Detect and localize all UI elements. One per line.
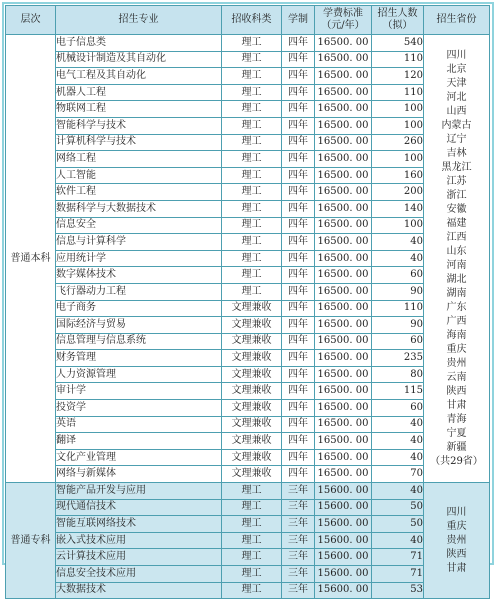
major-cell: 计算机科学与技术	[56, 134, 222, 151]
category-cell: 理工	[222, 51, 282, 68]
major-cell: 网络与新媒体	[56, 466, 222, 483]
quota-cell: 115	[372, 383, 424, 400]
category-cell: 理工	[222, 283, 282, 300]
table-row	[6, 300, 490, 317]
province-item: 新疆	[446, 441, 467, 453]
table-row	[6, 532, 490, 549]
level-cell: 普通专科	[6, 483, 56, 599]
duration-cell: 三年	[282, 483, 315, 500]
table-row	[6, 433, 490, 450]
province-item: 河南	[446, 259, 467, 271]
fee-cell: 16500. 00	[315, 300, 372, 317]
quota-cell: 60	[372, 267, 424, 284]
category-cell: 理工	[222, 483, 282, 500]
header-category: 招收科类	[222, 6, 282, 35]
province-item: 四川	[446, 506, 467, 518]
category-cell: 理工	[222, 582, 282, 599]
table-row	[6, 333, 490, 350]
major-cell: 投资学	[56, 400, 222, 417]
duration-cell: 四年	[282, 267, 315, 284]
province-item: 甘肃	[446, 562, 467, 574]
duration-cell: 四年	[282, 151, 315, 168]
category-cell: 理工	[222, 117, 282, 134]
major-cell: 信息管理与信息系统	[56, 333, 222, 350]
quota-cell: 40	[372, 433, 424, 450]
category-cell: 文理兼收	[222, 333, 282, 350]
quota-cell: 71	[372, 566, 424, 583]
header-quota-line1: 招生人数	[377, 8, 418, 19]
quota-cell: 100	[372, 217, 424, 234]
table-row	[6, 383, 490, 400]
province-item: 山西	[446, 105, 467, 117]
fee-cell: 16500. 00	[315, 317, 372, 334]
duration-cell: 四年	[282, 68, 315, 85]
duration-cell: 三年	[282, 582, 315, 599]
table-row	[6, 350, 490, 367]
province-item: 陕西	[446, 385, 467, 397]
quota-cell: 40	[372, 532, 424, 549]
header-major: 招生专业	[56, 6, 222, 35]
duration-cell: 四年	[282, 217, 315, 234]
province-item: 宁夏	[446, 427, 467, 439]
quota-cell: 40	[372, 250, 424, 267]
quota-cell: 53	[372, 582, 424, 599]
table-row	[6, 283, 490, 300]
fee-cell: 16500. 00	[315, 234, 372, 251]
quota-cell: 140	[372, 200, 424, 217]
quota-cell: 100	[372, 101, 424, 118]
duration-cell: 四年	[282, 51, 315, 68]
major-cell: 文化产业管理	[56, 449, 222, 466]
table-row	[6, 134, 490, 151]
major-cell: 嵌入式技术应用	[56, 532, 222, 549]
category-cell: 文理兼收	[222, 433, 282, 450]
fee-cell: 16500. 00	[315, 167, 372, 184]
fee-cell: 16500. 00	[315, 283, 372, 300]
table-row	[6, 466, 490, 483]
province-item: 江西	[446, 231, 467, 243]
province-item: 天津	[446, 77, 467, 89]
category-cell: 文理兼收	[222, 466, 282, 483]
category-cell: 文理兼收	[222, 416, 282, 433]
table-row	[6, 499, 490, 516]
fee-cell: 16500. 00	[315, 184, 372, 201]
major-cell: 数据科学与大数据技术	[56, 200, 222, 217]
province-item: 贵州	[446, 357, 467, 369]
table-row	[6, 101, 490, 118]
major-cell: 软件工程	[56, 184, 222, 201]
table-row	[6, 516, 490, 533]
fee-cell: 16500. 00	[315, 117, 372, 134]
category-cell: 理工	[222, 68, 282, 85]
quota-cell: 235	[372, 350, 424, 367]
quota-cell: 120	[372, 68, 424, 85]
category-cell: 理工	[222, 549, 282, 566]
major-cell: 电子商务	[56, 300, 222, 317]
table-row	[6, 117, 490, 134]
duration-cell: 四年	[282, 449, 315, 466]
provinces-cell	[424, 483, 490, 599]
fee-cell: 16500. 00	[315, 449, 372, 466]
fee-cell: 16500. 00	[315, 433, 372, 450]
duration-cell: 四年	[282, 433, 315, 450]
fee-cell: 15600. 00	[315, 532, 372, 549]
province-item: 湖北	[446, 273, 467, 285]
category-cell: 文理兼收	[222, 317, 282, 334]
duration-cell: 四年	[282, 234, 315, 251]
duration-cell: 四年	[282, 300, 315, 317]
table-row	[6, 35, 490, 52]
province-item: 辽宁	[446, 133, 467, 145]
fee-cell: 15600. 00	[315, 566, 372, 583]
major-cell: 信息与计算科学	[56, 234, 222, 251]
table-row	[6, 400, 490, 417]
quota-cell: 70	[372, 466, 424, 483]
duration-cell: 三年	[282, 532, 315, 549]
fee-cell: 15600. 00	[315, 549, 372, 566]
quota-cell: 50	[372, 516, 424, 533]
major-cell: 国际经济与贸易	[56, 317, 222, 334]
duration-cell: 四年	[282, 134, 315, 151]
category-cell: 文理兼收	[222, 350, 282, 367]
duration-cell: 三年	[282, 516, 315, 533]
quota-cell: 80	[372, 366, 424, 383]
category-cell: 理工	[222, 532, 282, 549]
table-row	[6, 184, 490, 201]
category-cell: 理工	[222, 566, 282, 583]
fee-cell: 15600. 00	[315, 483, 372, 500]
major-cell: 翻译	[56, 433, 222, 450]
duration-cell: 四年	[282, 35, 315, 52]
major-cell: 审计学	[56, 383, 222, 400]
category-cell: 理工	[222, 267, 282, 284]
major-cell: 网络工程	[56, 151, 222, 168]
major-cell: 智能互联网络技术	[56, 516, 222, 533]
quota-cell: 60	[372, 333, 424, 350]
duration-cell: 四年	[282, 366, 315, 383]
quota-cell: 200	[372, 184, 424, 201]
province-item: 青海	[446, 413, 467, 425]
major-cell: 数字媒体技术	[56, 267, 222, 284]
province-item: 江苏	[446, 175, 467, 187]
category-cell: 理工	[222, 200, 282, 217]
province-item: 海南	[446, 329, 467, 341]
category-cell: 理工	[222, 499, 282, 516]
province-item: 广西	[446, 315, 467, 327]
province-item: 福建	[446, 217, 467, 229]
category-cell: 理工	[222, 35, 282, 52]
category-cell: 文理兼收	[222, 383, 282, 400]
fee-cell: 16500. 00	[315, 416, 372, 433]
fee-cell: 16500. 00	[315, 366, 372, 383]
duration-cell: 四年	[282, 466, 315, 483]
province-item: 浙江	[446, 189, 467, 201]
fee-cell: 16500. 00	[315, 350, 372, 367]
major-cell: 英语	[56, 416, 222, 433]
province-item: 吉林	[446, 147, 467, 159]
category-cell: 文理兼收	[222, 300, 282, 317]
fee-cell: 16500. 00	[315, 134, 372, 151]
table-row	[6, 200, 490, 217]
table-row	[6, 151, 490, 168]
category-cell: 理工	[222, 516, 282, 533]
fee-cell: 16500. 00	[315, 267, 372, 284]
header-provinces: 招生省份	[424, 6, 490, 35]
quota-cell: 40	[372, 449, 424, 466]
major-cell: 人工智能	[56, 167, 222, 184]
category-cell: 理工	[222, 234, 282, 251]
major-cell: 人力资源管理	[56, 366, 222, 383]
province-item: 贵州	[446, 534, 467, 546]
province-item: 广东	[446, 301, 467, 313]
quota-cell: 90	[372, 317, 424, 334]
quota-cell: 71	[372, 549, 424, 566]
table-row	[6, 317, 490, 334]
fee-cell: 16500. 00	[315, 250, 372, 267]
province-item: 陕西	[446, 548, 467, 560]
quota-cell: 540	[372, 35, 424, 52]
duration-cell: 四年	[282, 184, 315, 201]
header-fee-line1: 学费标准	[323, 8, 363, 19]
header-duration: 学制	[282, 6, 315, 35]
quota-cell: 160	[372, 167, 424, 184]
fee-cell: 16500. 00	[315, 383, 372, 400]
category-cell: 理工	[222, 84, 282, 101]
major-cell: 智能产品开发与应用	[56, 483, 222, 500]
province-item: 河北	[446, 91, 467, 103]
quota-cell: 60	[372, 400, 424, 417]
province-item: 重庆	[446, 520, 467, 532]
fee-cell: 16500. 00	[315, 84, 372, 101]
admission-plan-table	[5, 5, 490, 599]
duration-cell: 四年	[282, 400, 315, 417]
quota-cell: 40	[372, 416, 424, 433]
header-quota-line2: （拟）	[382, 20, 413, 31]
quota-cell: 100	[372, 151, 424, 168]
province-item: 黑龙江	[441, 161, 472, 173]
province-item: （共29省）	[430, 455, 483, 467]
quota-cell: 50	[372, 499, 424, 516]
quota-cell: 90	[372, 283, 424, 300]
major-cell: 智能科学与技术	[56, 117, 222, 134]
table-row	[6, 267, 490, 284]
category-cell: 理工	[222, 217, 282, 234]
major-cell: 电气工程及其自动化	[56, 68, 222, 85]
table-row	[6, 416, 490, 433]
duration-cell: 三年	[282, 499, 315, 516]
fee-cell: 16500. 00	[315, 333, 372, 350]
table-row	[6, 483, 490, 500]
header-level: 层次	[6, 6, 56, 35]
category-cell: 文理兼收	[222, 449, 282, 466]
fee-cell: 16500. 00	[315, 101, 372, 118]
duration-cell: 四年	[282, 333, 315, 350]
table-row	[6, 217, 490, 234]
provinces-cell	[424, 35, 490, 483]
quota-cell: 110	[372, 51, 424, 68]
category-cell: 文理兼收	[222, 366, 282, 383]
province-item: 云南	[446, 371, 467, 383]
fee-cell: 16500. 00	[315, 35, 372, 52]
province-item: 湖南	[446, 287, 467, 299]
quota-cell: 40	[372, 483, 424, 500]
category-cell: 理工	[222, 167, 282, 184]
fee-cell: 16500. 00	[315, 68, 372, 85]
table-row	[6, 167, 490, 184]
category-cell: 理工	[222, 101, 282, 118]
major-cell: 财务管理	[56, 350, 222, 367]
province-item: 甘肃	[446, 399, 467, 411]
fee-cell: 15600. 00	[315, 499, 372, 516]
table-row	[6, 250, 490, 267]
fee-cell: 16500. 00	[315, 466, 372, 483]
duration-cell: 四年	[282, 383, 315, 400]
header-fee-line2: （元/年）	[321, 20, 365, 31]
category-cell: 文理兼收	[222, 400, 282, 417]
province-item: 重庆	[446, 343, 467, 355]
duration-cell: 四年	[282, 200, 315, 217]
fee-cell: 16500. 00	[315, 400, 372, 417]
duration-cell: 四年	[282, 167, 315, 184]
table-row	[6, 84, 490, 101]
province-item: 四川	[446, 49, 467, 61]
major-cell: 云计算技术应用	[56, 549, 222, 566]
major-cell: 信息安全	[56, 217, 222, 234]
category-cell: 理工	[222, 134, 282, 151]
fee-cell: 15600. 00	[315, 582, 372, 599]
quota-cell: 110	[372, 84, 424, 101]
major-cell: 信息安全技术应用	[56, 566, 222, 583]
major-cell: 应用统计学	[56, 250, 222, 267]
quota-cell: 110	[372, 300, 424, 317]
category-cell: 理工	[222, 184, 282, 201]
header-row	[6, 6, 490, 35]
quota-cell: 40	[372, 234, 424, 251]
province-item: 北京	[446, 63, 467, 75]
quota-cell: 100	[372, 117, 424, 134]
table-row	[6, 566, 490, 583]
quota-cell: 260	[372, 134, 424, 151]
duration-cell: 四年	[282, 84, 315, 101]
duration-cell: 三年	[282, 566, 315, 583]
major-cell: 机器人工程	[56, 84, 222, 101]
duration-cell: 四年	[282, 317, 315, 334]
major-cell: 飞行器动力工程	[56, 283, 222, 300]
duration-cell: 四年	[282, 350, 315, 367]
duration-cell: 四年	[282, 250, 315, 267]
fee-cell: 16500. 00	[315, 151, 372, 168]
major-cell: 大数据技术	[56, 582, 222, 599]
table-row	[6, 234, 490, 251]
major-cell: 机械设计制造及其自动化	[56, 51, 222, 68]
duration-cell: 四年	[282, 101, 315, 118]
fee-cell: 15600. 00	[315, 516, 372, 533]
category-cell: 理工	[222, 151, 282, 168]
table-row	[6, 549, 490, 566]
level-cell: 普通本科	[6, 35, 56, 483]
table-row	[6, 449, 490, 466]
province-item: 安徽	[446, 203, 467, 215]
fee-cell: 16500. 00	[315, 200, 372, 217]
province-item: 内蒙古	[441, 119, 472, 131]
table-row	[6, 51, 490, 68]
table-body	[6, 35, 490, 599]
header-quota	[372, 6, 424, 35]
province-item: 山东	[446, 245, 467, 257]
table-row	[6, 366, 490, 383]
table-row	[6, 68, 490, 85]
table-row	[6, 582, 490, 599]
category-cell: 理工	[222, 250, 282, 267]
duration-cell: 三年	[282, 549, 315, 566]
major-cell: 现代通信技术	[56, 499, 222, 516]
duration-cell: 四年	[282, 283, 315, 300]
major-cell: 物联网工程	[56, 101, 222, 118]
header-fee	[315, 6, 372, 35]
fee-cell: 16500. 00	[315, 51, 372, 68]
major-cell: 电子信息类	[56, 35, 222, 52]
duration-cell: 四年	[282, 117, 315, 134]
duration-cell: 四年	[282, 416, 315, 433]
fee-cell: 16500. 00	[315, 217, 372, 234]
